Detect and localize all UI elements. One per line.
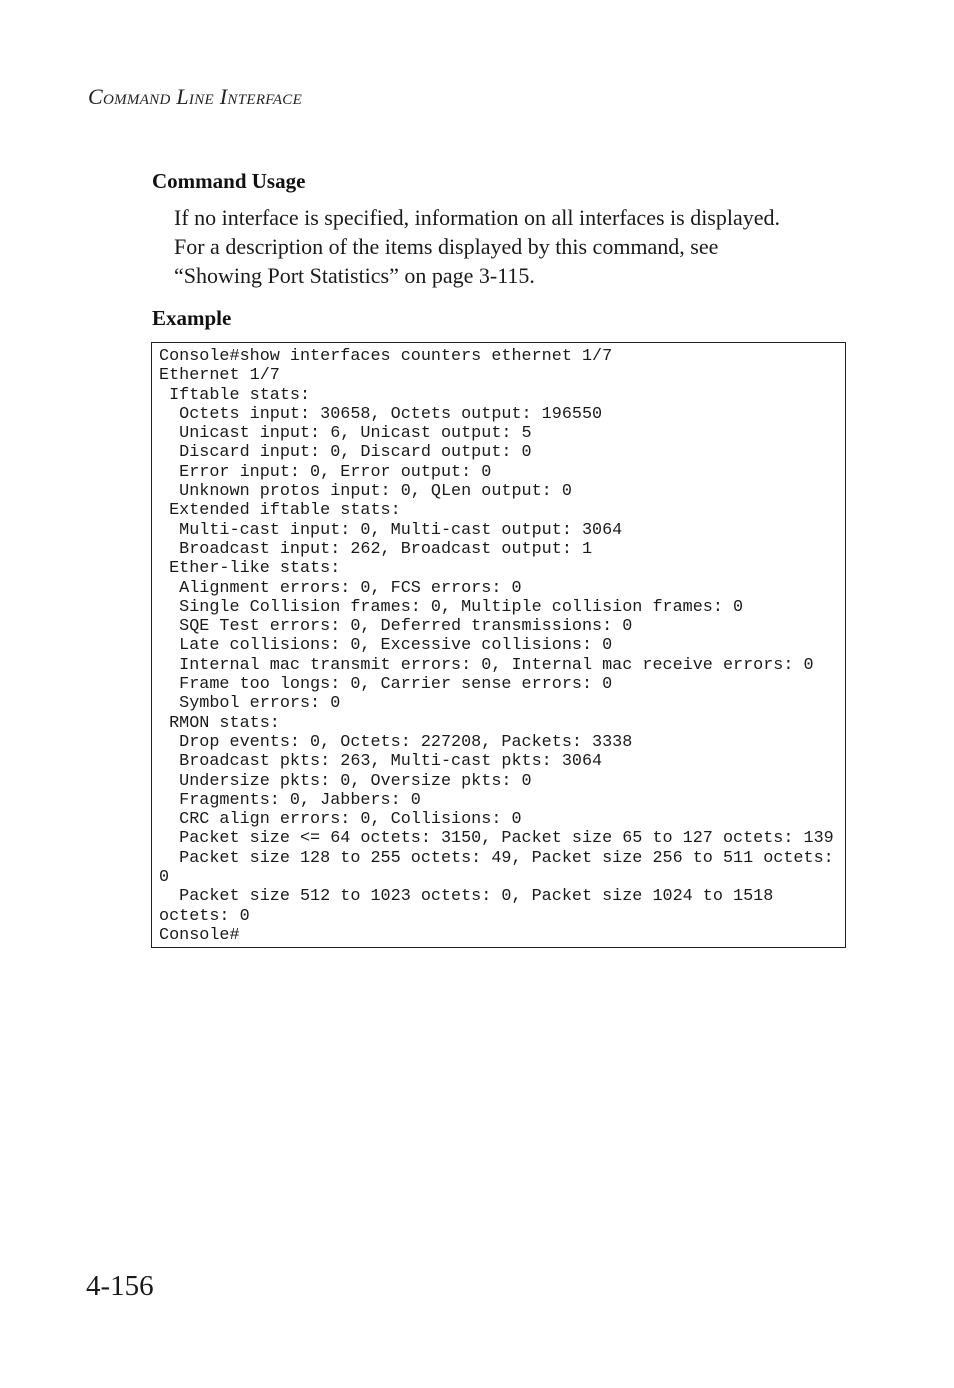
code-line: octets: 0 — [159, 906, 250, 926]
code-line: Late collisions: 0, Excessive collisions: 0 — [159, 636, 613, 656]
code-line: RMON stats: — [159, 713, 280, 733]
code-line: Broadcast input: 262, Broadcast output: 1 — [159, 539, 593, 559]
code-line: Packet size <= 64 octets: 3150, Packet size 65 to 127 octets: 139 — [159, 829, 834, 849]
code-line: Single Collision frames: 0, Multiple collision frames: 0 — [159, 597, 744, 617]
code-line: Symbol errors: 0 — [159, 694, 341, 714]
code-line: Frame too longs: 0, Carrier sense errors: 0 — [159, 675, 613, 695]
code-line: Internal mac transmit errors: 0, Internal mac receive errors: 0 — [159, 655, 814, 675]
code-line: Octets input: 30658, Octets output: 196550 — [159, 404, 603, 424]
code-line: Iftable stats: — [159, 385, 311, 405]
code-line: Packet size 512 to 1023 octets: 0, Packet size 1024 to 1518 — [159, 887, 774, 907]
code-line: Extended iftable stats: — [159, 501, 401, 521]
code-line: Unknown protos input: 0, QLen output: 0 — [159, 482, 572, 502]
usage-line: If no interface is specified, information on all interfaces is displayed. — [174, 205, 781, 230]
command-usage-heading: Command Usage — [152, 169, 306, 193]
code-example-box — [151, 342, 846, 948]
example-heading: Example — [152, 306, 232, 330]
code-line: 0 — [159, 868, 170, 888]
usage-line: “Showing Port Statistics” on page 3-115. — [174, 263, 535, 288]
code-line: Ethernet 1/7 — [159, 366, 280, 386]
command-usage-text — [174, 203, 864, 290]
code-line: Packet size 128 to 255 octets: 49, Packet size 256 to 511 octets: — [159, 848, 834, 868]
code-line: Multi-cast input: 0, Multi-cast output: 3064 — [159, 520, 623, 540]
running-header: Command Line Interface — [88, 84, 303, 109]
code-line: Drop events: 0, Octets: 227208, Packets: 3338 — [159, 732, 633, 752]
code-line: Broadcast pkts: 263, Multi-cast pkts: 3064 — [159, 752, 603, 772]
code-line: CRC align errors: 0, Collisions: 0 — [159, 810, 522, 830]
code-line: Error input: 0, Error output: 0 — [159, 462, 492, 482]
code-line: SQE Test errors: 0, Deferred transmissions: 0 — [159, 617, 633, 637]
code-line: Discard input: 0, Discard output: 0 — [159, 443, 532, 463]
code-line: Fragments: 0, Jabbers: 0 — [159, 790, 421, 810]
code-line: Ether-like stats: — [159, 559, 341, 579]
code-line: Unicast input: 6, Unicast output: 5 — [159, 424, 532, 444]
page-number: 4-156 — [86, 1270, 154, 1302]
code-line: Console#show interfaces counters ethernet 1/7 — [159, 347, 613, 366]
usage-line: For a description of the items displayed by this command, see — [174, 234, 719, 259]
code-line: Console# — [159, 925, 240, 945]
code-line: Alignment errors: 0, FCS errors: 0 — [159, 578, 522, 598]
code-line: Undersize pkts: 0, Oversize pkts: 0 — [159, 771, 532, 791]
